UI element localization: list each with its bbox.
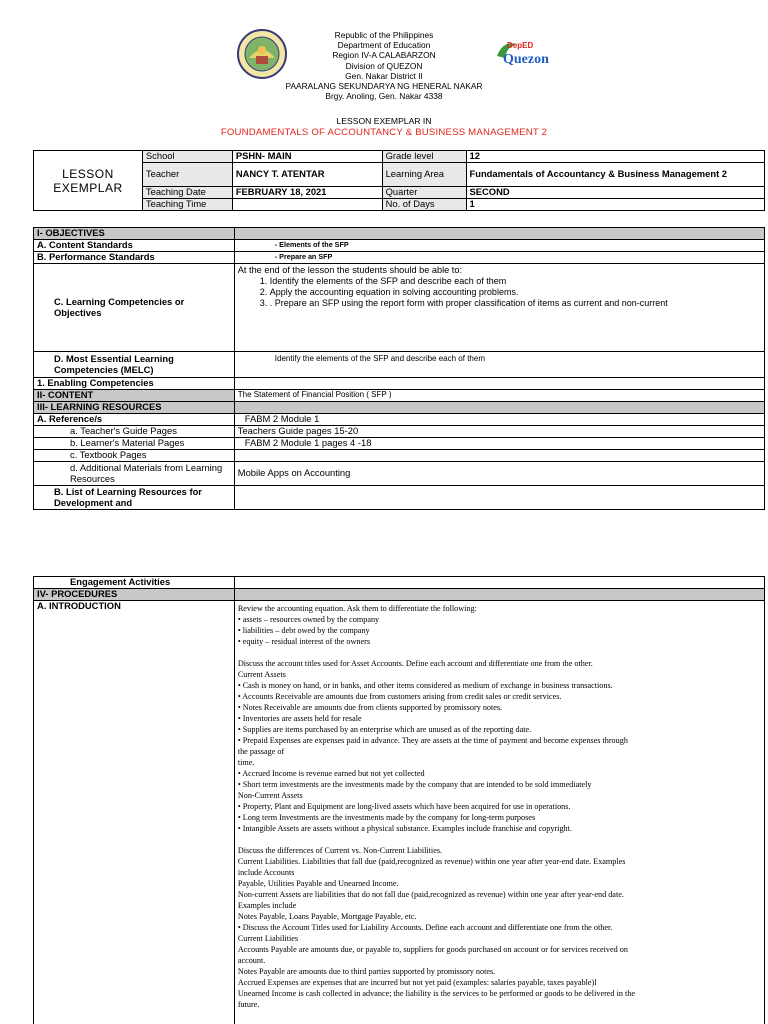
resources-heading: III- LEARNING RESOURCES: [34, 402, 235, 414]
content-heading: II- CONTENT: [34, 390, 235, 402]
intro-line: • Discuss the Account Titles used for Liability Accounts. Define each account and differentiate one from the other.: [237, 923, 613, 932]
subject-title: FOUNDAMENTALS OF ACCOUNTANCY & BUSINESS MANAGEMENT 2: [220, 127, 548, 138]
days-value: 1: [466, 199, 765, 211]
procedures-heading: IV- PROCEDURES: [34, 589, 235, 601]
melc-value: Identify the elements of the SFP and describe each of them: [234, 352, 764, 378]
intro-line: Accounts Payable are amounts due, or payable to, suppliers for goods purchased on account or for services received on: [237, 945, 628, 954]
competency-item: 2. Apply the accounting equation in solving accounting problems.: [270, 287, 761, 298]
introduction-content: [234, 601, 764, 1024]
intro-line: Current Liabilities. Liabilities that fall due (paid,recognized as revenue) within one year after year-end date. Examples: [237, 857, 626, 866]
teacher-label: Teacher: [142, 163, 232, 187]
content-standards-value: - Elements of the SFP: [234, 240, 764, 252]
intro-line: • equity – residual interest of the owners: [237, 637, 371, 646]
competencies-label: C. Learning Competencies or Objectives: [34, 264, 235, 352]
competency-item: 3. . Prepare an SFP using the report form with proper classification of items as current and non-current: [270, 298, 761, 309]
intro-line: • Short term investments are the investments made by the company that are intended to be sold immediately: [237, 780, 592, 789]
header-line: Gen. Nakar District II: [345, 70, 423, 81]
intro-line: • Cash is money on hand, or in banks, and other items considered as medium of exchange in business transactions.: [237, 681, 613, 690]
competencies-intro: At the end of the lesson the students should be able to:: [237, 265, 463, 275]
lesson-exemplar-label: LESSON EXEMPLAR: [34, 151, 143, 211]
intro-line: Unearned Income is cash collected in advance; the liability is the services to be performed or goods to be delivered in the: [237, 989, 635, 998]
logo-top-text: DepED: [507, 41, 534, 50]
time-value: [232, 199, 382, 211]
lesson-info-table: [33, 150, 765, 211]
intro-line: Current Assets: [237, 670, 286, 679]
lm-label: b. Learner's Material Pages: [34, 438, 235, 450]
intro-line: [238, 834, 761, 845]
intro-line: Accrued Expenses are expenses that are incurred but not yet paid (examples: salaries payable, taxes payable)l: [237, 978, 597, 987]
competencies-cell: [234, 264, 764, 352]
quarter-value: SECOND: [466, 187, 765, 199]
intro-line: time.: [237, 758, 255, 767]
document-title: [0, 116, 768, 138]
area-label: Learning Area: [382, 163, 466, 187]
intro-line: • Accounts Receivable are amounts due from customers arising from credit sales or credit services.: [237, 692, 562, 701]
header-line: Division of QUEZON: [345, 60, 423, 71]
intro-line: • Accrued Income is revenue earned but not yet collected: [237, 769, 425, 778]
introduction-label: A. INTRODUCTION: [34, 601, 235, 1024]
engagement-label: Engagement Activities: [34, 577, 235, 589]
enabling-label: 1. Enabling Competencies: [34, 378, 235, 390]
competencies-list: [238, 276, 761, 309]
area-value: Fundamentals of Accountancy & Business Management 2: [466, 163, 765, 187]
intro-line: [238, 647, 761, 658]
intro-line: • liabilities – debt owed by the company: [237, 626, 370, 635]
intro-line: account.: [237, 956, 266, 965]
grade-label: Grade level: [382, 151, 466, 163]
intro-line: • Long term Investments are the investments made by the company for long-term purposes: [237, 813, 536, 822]
date-label: Teaching Date: [142, 187, 232, 199]
additional-value: Mobile Apps on Accounting: [234, 462, 764, 486]
header-line: Brgy. Anoling, Gen. Nakar 4338: [325, 91, 443, 102]
intro-line: Non-Current Assets: [237, 791, 303, 800]
intro-line: • assets – resources owned by the company: [237, 615, 380, 624]
header-line: Department of Education: [337, 40, 431, 51]
school-value: PSHN- MAIN: [232, 151, 382, 163]
intro-line: • Property, Plant and Equipment are long-lived assets which have been acquired for use in operations.: [237, 802, 571, 811]
intro-line: • Inventories are assets held for resale: [237, 714, 362, 723]
intro-line: Review the accounting equation. Ask them to differentiate the following:: [237, 604, 477, 613]
letterhead: [0, 30, 768, 101]
list-resources-value: [234, 486, 764, 510]
intro-line: future.: [237, 1000, 260, 1009]
school-label: School: [142, 151, 232, 163]
time-label: Teaching Time: [142, 199, 232, 211]
header-line: Republic of the Philippines: [334, 30, 434, 40]
intro-line: Payable, Utilities Payable and Unearned Income.: [237, 879, 399, 888]
procedures-table: [33, 576, 765, 1024]
quarter-label: Quarter: [382, 187, 466, 199]
intro-line: Notes Payable, Loans Payable, Mortgage Payable, etc.: [237, 912, 417, 921]
textbook-value: [234, 450, 764, 462]
melc-label: D. Most Essential Learning Competencies (MELC): [34, 352, 235, 378]
intro-line: the passage of: [237, 747, 285, 756]
intro-line: • Supplies are items purchased by an enterprise which are unused as of the reporting date.: [237, 725, 532, 734]
title-line: LESSON EXEMPLAR IN: [336, 116, 432, 126]
logo-main-text: Quezon: [503, 52, 549, 67]
additional-label: d. Additional Materials from Learning Resources: [34, 462, 235, 486]
references-label: A. Reference/s: [34, 414, 235, 426]
textbook-label: c. Textbook Pages: [34, 450, 235, 462]
header-line: PAARALANG SEKUNDARYA NG HENERAL NAKAR: [285, 81, 483, 92]
objectives-heading: I- OBJECTIVES: [34, 228, 235, 240]
objectives-table: [33, 227, 765, 510]
performance-standards-label: B. Performance Standards: [34, 252, 235, 264]
intro-line: Non-current Assets are liabilities that do not fall due (paid,recognized as revenue) within one year after year-end date.: [237, 890, 624, 899]
intro-line: Examples include: [237, 901, 297, 910]
competency-item: 1. Identify the elements of the SFP and describe each of them: [270, 276, 761, 287]
intro-line: Discuss the differences of Current vs. Non-Current Liabilities.: [237, 846, 443, 855]
intro-line: Notes Payable are amounts due to third parties supported by promissory notes.: [237, 967, 496, 976]
intro-line: include Accounts: [237, 868, 295, 877]
teacher-value: NANCY T. ATENTAR: [232, 163, 382, 187]
intro-line: Current Liabilities: [237, 934, 299, 943]
tg-value: Teachers Guide pages 15-20: [234, 426, 764, 438]
lm-value: FABM 2 Module 1 pages 4 -18: [234, 438, 764, 450]
intro-line: Discuss the account titles used for Asset Accounts. Define each account and differentiate one from the other.: [237, 659, 593, 668]
content-value: The Statement of Financial Position ( SFP ): [234, 390, 764, 402]
header-line: Region IV-A CALABARZON: [332, 50, 436, 61]
performance-standards-value: - Prepare an SFP: [234, 252, 764, 264]
intro-line: • Prepaid Expenses are expenses paid in advance. They are assets at the time of payment and become expenses through: [237, 736, 628, 745]
list-resources-label: B. List of Learning Resources for Development and: [34, 486, 235, 510]
intro-line: • Notes Receivable are amounts due from clients supported by promissory notes.: [237, 703, 503, 712]
days-label: No. of Days: [382, 199, 466, 211]
grade-value: 12: [466, 151, 765, 163]
content-standards-label: A. Content Standards: [34, 240, 235, 252]
references-value: FABM 2 Module 1: [234, 414, 764, 426]
tg-label: a. Teacher's Guide Pages: [34, 426, 235, 438]
date-value: FEBRUARY 18, 2021: [232, 187, 382, 199]
intro-line: • Intangible Assets are assets without a physical substance. Examples include franchise and copyright.: [237, 824, 572, 833]
